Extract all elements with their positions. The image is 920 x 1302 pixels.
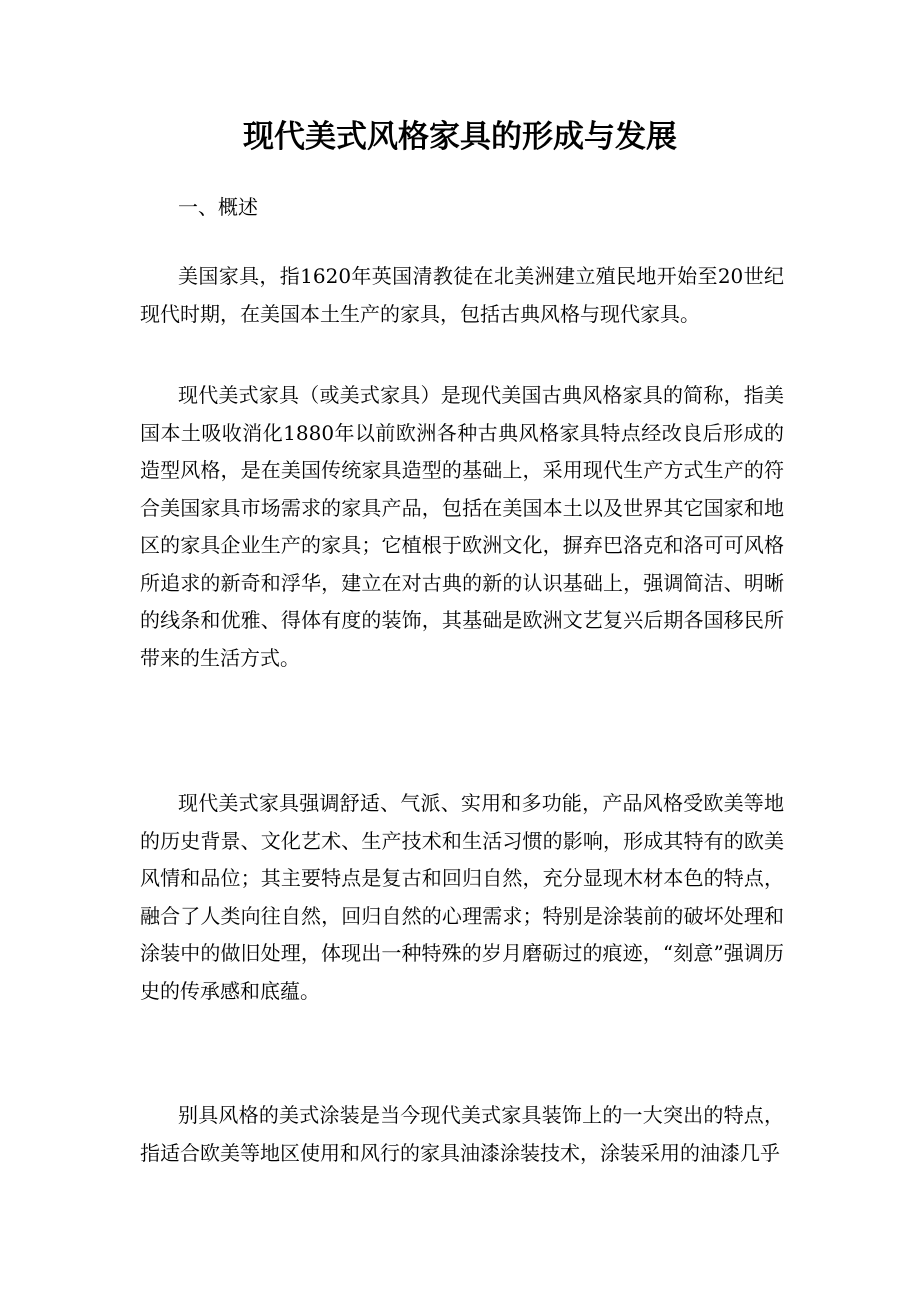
paragraph: 别具风格的美式涂装是当今现代美式家具装饰上的一大突出的特点，指适合欧美等地区使用和风行的家具油漆涂装技术，涂装采用的油漆几乎 (140, 1103, 784, 1165)
section-heading: 一、概述 (178, 195, 258, 219)
paragraph: 现代美式家具强调舒适、气派、实用和多功能，产品风格受欧美等地的历史背景、文化艺术、生产技术和生活习惯的影响，形成其特有的欧美风情和品位；其主要特点是复古和回归自然，充分显现木材本色的特点，融合了人类向往自然，回归自然的心理需求；特别是涂装前的破坏处理和涂装中的做旧处理，体现出一种特殊的岁月磨砺过的痕迹，“刻意”强调历史的传承感和底蕴。 (140, 791, 784, 1003)
document-title: 现代美式风格家具的形成与发展 (243, 119, 677, 155)
paragraph: 美国家具，指1620年英国清教徒在北美洲建立殖民地开始至20世纪现代时期，在美国本土生产的家具，包括古典风格与现代家具。 (140, 264, 784, 326)
paragraph: 现代美式家具（或美式家具）是现代美国古典风格家具的简称，指美国本土吸收消化1880年以前欧洲各种古典风格家具特点经改良后形成的造型风格，是在美国传统家具造型的基础上，采用现代生产方式生产的符合美国家具市场需求的家具产品，包括在美国本土以及世界其它国家和地区的家具企业生产的家具；它植根于欧洲文化，摒弃巴洛克和洛可可风格所追求的新奇和浮华，建立在对古典的新的认识基础上，强调简洁、明晰的线条和优雅、得体有度的装饰，其基础是欧洲文艺复兴后期各国移民所带来的生活方式。 (140, 383, 784, 670)
